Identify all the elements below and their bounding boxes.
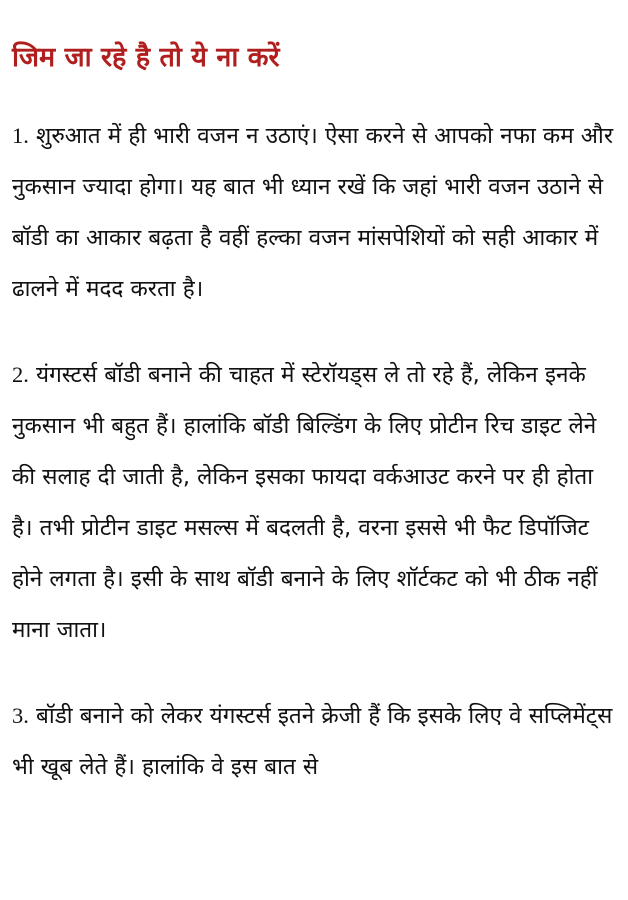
- point-1: [12, 110, 616, 315]
- point-3: [12, 690, 616, 793]
- point-2-number: 2.: [12, 362, 29, 387]
- article-title: जिम जा रहे है तो ये ना करें: [12, 42, 280, 73]
- article: [12, 38, 616, 827]
- point-2: [12, 349, 616, 656]
- point-3-text: बॉडी बनाने को लेकर यंगस्टर्स इतने क्रेजी हैं कि इसके लिए वे सप्लिमेंट्स भी खूब लेते हैं। हालांकि वे इस बात से: [12, 703, 613, 780]
- point-1-text: शुरुआत में ही भारी वजन न उठाएं। ऐसा करने से आपको नफा कम और नुकसान ज्यादा होगा। यह बात भी ध्यान रखें कि जहां भारी वजन उठाने से बॉडी का आकार बढ़ता है वहीं हल्का वजन मांसपेशियों को सही आकार में ढालने में मदद करता है।: [12, 123, 614, 302]
- point-3-number: 3.: [12, 703, 29, 728]
- point-2-text: यंगस्टर्स बॉडी बनाने की चाहत में स्टेरॉयड्स ले तो रहे हैं, लेकिन इनके नुकसान भी बहुत हैं। हालांकि बॉडी बिल्डिंग के लिए प्रोटीन रिच डाइट लेने की सलाह दी जाती है, लेकिन इसका फायदा वर्कआउट करने पर ही होता है। तभी प्रोटीन डाइट मसल्स में बदलती है, वरना इससे भी फैट डिपॉजिट होने लगता है। इसी के साथ बॉडी बनाने के लिए शॉर्टकट को भी ठीक नहीं माना जाता।: [12, 362, 598, 643]
- point-1-number: 1.: [12, 123, 29, 148]
